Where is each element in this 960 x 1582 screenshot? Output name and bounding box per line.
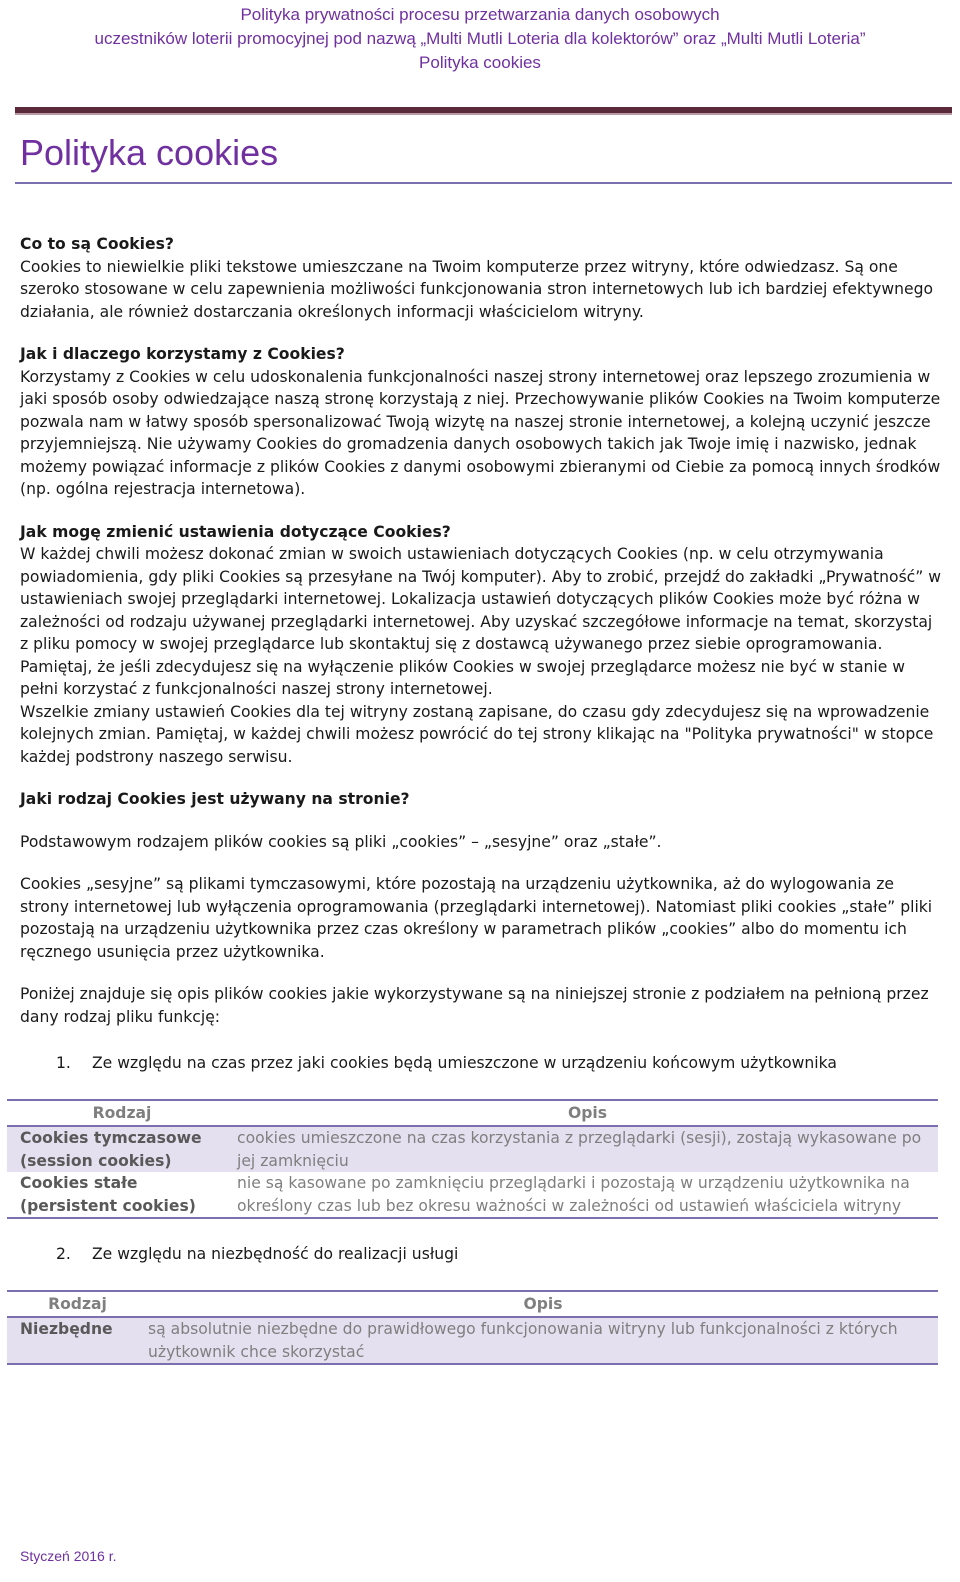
cookie-type-description: są absolutnie niezbędne do prawidłowego funkcjonowania witryny lub funkcjonalności z których użytkownik chce skorzystać [148,1317,938,1364]
list-text: Ze względu na czas przez jaki cookies będą umieszczone w urządzeniu końcowym użytkownika [92,1054,837,1072]
types-intro: Podstawowym rodzajem plików cookies są pliki „cookies” – „sesyjne” oraz „stałe”. [20,832,662,851]
section-paragraph: W każdej chwili możesz dokonać zmian w swoich ustawieniach dotyczących Cookies (np. w celu otrzymywania powiadomienia, gdy pliki Cookies są przesyłane na Twój komputer). Aby to zrobić, przejdź do zakładki „Prywatność” w ustawieniach swojej przeglądarki internetowej. Lokalizacja ustawień dotyczących plików Cookies może być różna w zależności od rodzaju używanej przeglądarki internetowej. Aby uzyskać szczegółowe informacje na temat, skorzystaj z pliku pomocy w swojej przeglądarce lub skontaktuj się z dostawcą używanego przez siebie oprogramowania. [20,545,942,653]
cookie-type-description: nie są kasowane po zamknięciu przeglądarki i pozostają w urządzeniu użytkownika na określony czas lub bez okresu ważności w zależności od ustawień właściciela witryny [237,1172,938,1218]
table-header-description: Opis [237,1100,938,1127]
table-row [7,1172,938,1218]
header-line-3: Polityka cookies [419,53,541,72]
numbered-item-1 [20,1052,945,1075]
cookie-type-description: cookies umieszczone na czas korzystania z przeglądarki (sesji), zostają wykasowane po jej zamknięciu [237,1126,938,1172]
section-paragraph: Korzystamy z Cookies w celu udoskonalenia funkcjonalności naszej strony internetowej oraz lepszego zrozumienia w jaki sposób osoby odwiedzające naszą stronę korzystają z niej. Przechowywanie plików Cookies na Twoim komputerze pozwala nam w łatwy sposób spersonalizować Twoją wizytę na naszej stronie internetowej, a kolejną uczynić jeszcze przyjemniejszą. Nie używamy Cookies do gromadzenia danych osobowych takich jak Twoje imię i nazwisko, jednak możemy powiązać informacje z plików Cookies z danymi osobowymi zbieranymi od Ciebie za pomocą innych środków (np. ogólna rejestracja internetowa). [20,367,941,498]
list-text: Ze względu na niezbędność do realizacji usługi [92,1245,459,1263]
table-header-type: Rodzaj [7,1100,237,1127]
section-paragraph: Cookies to niewielkie pliki tekstowe umieszczane na Twoim komputerze przez witryny, które odwiedzasz. Są one szeroko stosowane w celu zapewnienia możliwości funkcjonowania stron internetowych lub ich bardziej efektywnego działania, ale również dostarczania określonych informacji właścicielom witryny. [20,257,934,321]
cookie-type-name: Cookies tymczasowe (session cookies) [7,1126,237,1172]
types-list-intro: Poniżej znajduje się opis plików cookies jakie wykorzystywane są na niniejszej stronie z podziałem na pełnioną przez dany rodzaj pliku funkcję: [20,985,929,1026]
numbered-item-2 [20,1243,945,1266]
header-divider [15,107,952,113]
page-header [0,0,960,75]
types-description: Cookies „sesyjne” są plikami tymczasowymi, które pozostają na urządzeniu użytkownika, aż do wylogowania ze strony internetowej lub wyłączenia oprogramowania (przeglądarki internetowej). Natomiast pliki cookies „stałe” pliki pozostają na urządzeniu użytkownika przez czas określony w parametrach plików „cookies” albo do momentu ich ręcznego usunięcia przez użytkownika. [20,875,933,961]
page-footer-date: Styczeń 2016 r. [20,1548,117,1564]
table-header-description: Opis [148,1291,938,1318]
list-number: 1. [56,1054,71,1072]
table-header-type: Rodzaj [7,1291,148,1318]
table-row [7,1126,938,1172]
title-underline [15,182,952,184]
cookie-type-name: Cookies stałe (persistent cookies) [7,1172,237,1218]
section-heading-cookie-types: Jaki rodzaj Cookies jest używany na stronie? [20,790,410,808]
document-title: Polityka cookies [20,132,279,173]
list-number: 2. [56,1245,71,1263]
section-paragraph: Wszelkie zmiany ustawień Cookies dla tej witryny zostaną zapisane, do czasu gdy zdecydujesz się na wprowadzenie kolejnych zmian. Pamiętaj, w każdej chwili możesz powrócić do tej strony klikając na "Polityka prywatności" w stopce każdej podstrony naszego serwisu. [20,702,934,766]
header-line-1: Polityka prywatności procesu przetwarzania danych osobowych [240,5,720,24]
document-body [20,233,945,1365]
header-line-2: uczestników loterii promocyjnej pod nazwą „Multi Mutli Loteria dla kolektorów” oraz „Multi Mutli Loteria” [94,29,866,48]
table-row [7,1317,938,1364]
section-heading-change-settings: Jak mogę zmienić ustawienia dotyczące Cookies? [20,522,451,541]
cookie-duration-table [7,1099,938,1220]
cookie-type-name: Niezbędne [7,1317,148,1364]
cookie-necessity-table [7,1290,938,1366]
section-heading-what-are-cookies: Co to są Cookies? [20,235,174,253]
section-heading-how-we-use: Jak i dlaczego korzystamy z Cookies? [20,345,345,363]
section-paragraph: Pamiętaj, że jeśli zdecydujesz się na wyłączenie plików Cookies w swojej przeglądarce możesz nie być w stanie w pełni korzystać z funkcjonalności naszej strony internetowej. [20,657,906,698]
